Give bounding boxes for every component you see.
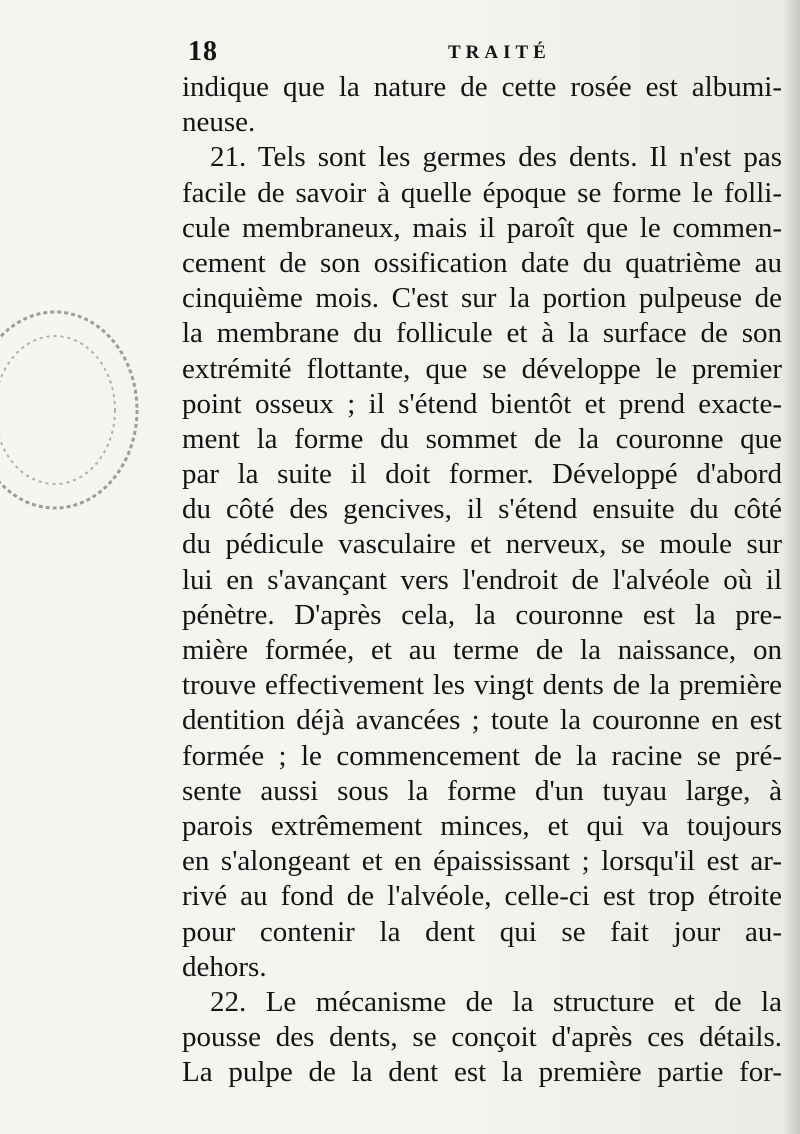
text-line: pour contenir la dent qui se fait jour au- [182, 915, 782, 948]
text-line: du pédicule vasculaire et nerveux, se moule sur [182, 528, 782, 561]
text-line: trouve effectivement les vingt dents de la première [182, 669, 782, 702]
text-line: extrémité flottante, que se développe le premier [182, 352, 782, 385]
text-line: pénètre. D'après cela, la couronne est la pre- [182, 598, 782, 631]
text-line: rivé au fond de l'alvéole, celle-ci est trop étroite [182, 880, 782, 913]
text-line: du côté des gencives, il s'étend ensuite du côté [182, 493, 782, 526]
page-edge-shadow [782, 0, 800, 1134]
text-line: parois extrêmement minces, et qui va toujours [182, 809, 782, 842]
text-line: dentition déjà avancées ; toute la couronne en est [182, 704, 782, 737]
text-line: en s'alongeant et en épaississant ; lorsqu'il est ar- [182, 845, 782, 878]
text-line: sente aussi sous la forme d'un tuyau large, à [182, 774, 782, 807]
text-line: point osseux ; il s'étend bientôt et prend exacte- [182, 387, 782, 420]
text-line: dehors. [182, 950, 267, 983]
text-line: formée ; le commencement de la racine se pré- [182, 739, 782, 772]
text-line: la membrane du follicule et à la surface de son [182, 317, 782, 350]
paragraph-start-line: 22. Le mécanisme de la structure et de la [210, 985, 782, 1018]
text-line: neuse. [182, 106, 256, 139]
text-line: par la suite il doit former. Développé d'abord [182, 458, 782, 491]
body-text [182, 70, 782, 1090]
text-line: pousse des dents, se conçoit d'après ces détails. [182, 1021, 782, 1054]
text-line: La pulpe de la dent est la première partie for- [182, 1056, 782, 1089]
page-header [188, 36, 778, 66]
text-line: facile de savoir à quelle époque se forme le folli- [182, 176, 782, 209]
text-line: cinquième mois. C'est sur la portion pulpeuse de [182, 282, 782, 315]
text-line: mière formée, et au terme de la naissance, on [182, 634, 782, 666]
running-title: TRAITÉ [448, 42, 551, 63]
text-line: indique que la nature de cette rosée est albumi- [182, 71, 782, 103]
library-stamp [0, 305, 145, 515]
page-number: 18 [188, 36, 218, 67]
text-line: cule membraneux, mais il paroît que le commen- [182, 211, 782, 244]
text-line: lui en s'avançant vers l'endroit de l'alvéole où il [182, 563, 782, 596]
text-line: cement de son ossification date du quatrième au [182, 246, 782, 279]
text-line: ment la forme du sommet de la couronne que [182, 422, 782, 455]
paragraph-start-line: 21. Tels sont les germes des dents. Il n'est pas [210, 141, 782, 174]
